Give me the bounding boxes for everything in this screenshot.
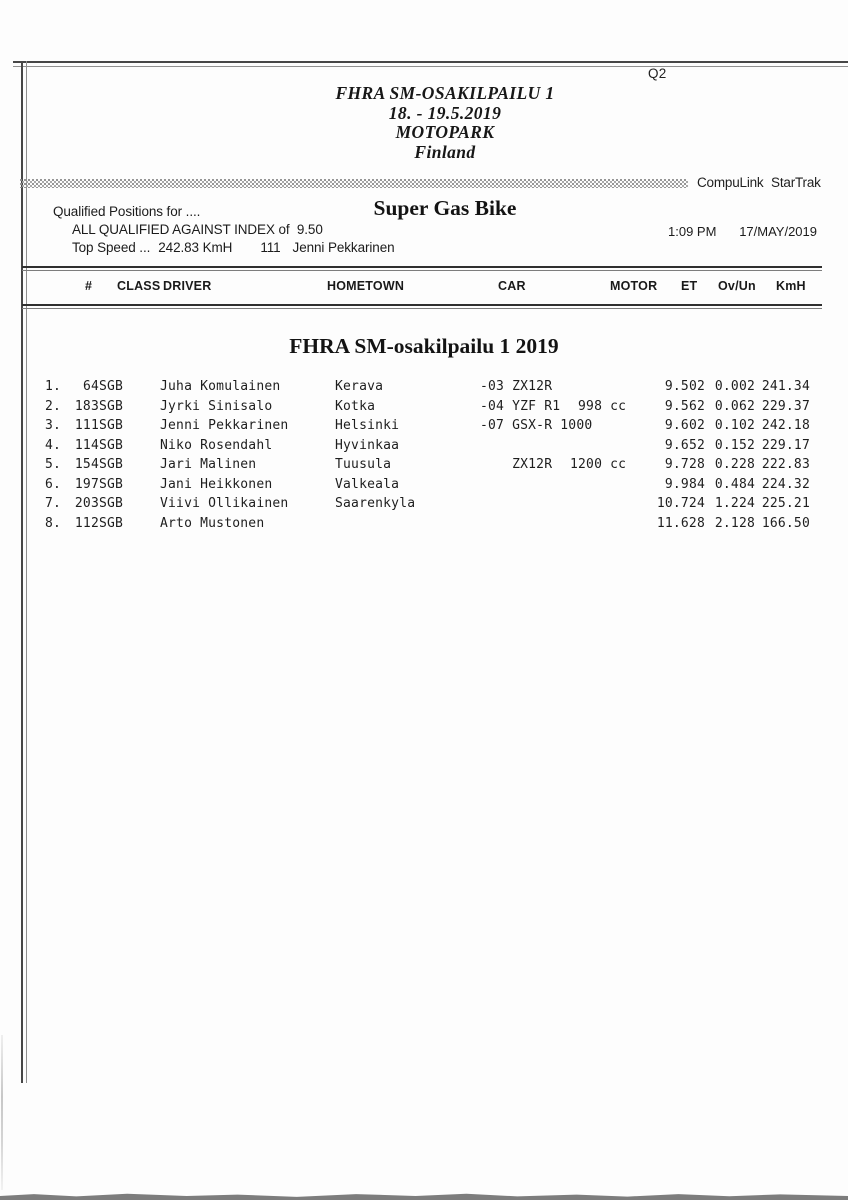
cell-driver: Jenni Pekkarinen: [160, 418, 289, 433]
table-row: [45, 377, 810, 397]
cell-class: SGB: [99, 457, 124, 472]
cell-motor: [570, 494, 655, 514]
cell-motor: 998 cc: [570, 398, 627, 414]
cell-ovun: 0.002: [714, 379, 755, 394]
cell-kmh: 222.83: [761, 457, 810, 472]
event-dates: 18. - 19.5.2019: [388, 102, 502, 123]
cell-ovun: 1.224: [714, 496, 755, 511]
print-time-date: [668, 224, 817, 239]
cell-driver: Jani Heikkonen: [160, 476, 273, 492]
cell-car-number: 64: [82, 379, 99, 394]
cell-ovun: 0.102: [714, 418, 755, 433]
event-country: Finland: [414, 141, 476, 162]
cell-ovun: 0.228: [714, 457, 755, 472]
print-date: 17/MAY/2019: [739, 224, 817, 239]
cell-position: 7.: [45, 496, 62, 511]
cell-class: SGB: [99, 515, 124, 531]
results-section-title: FHRA SM-osakilpailu 1 2019: [289, 334, 559, 358]
top-speed-line: [72, 240, 395, 255]
cell-class: SGB: [99, 476, 124, 492]
cell-hometown: Hyvinkaa: [335, 437, 400, 453]
col-header-number-sign: #: [85, 279, 93, 293]
cell-ovun: 2.128: [714, 515, 755, 531]
cell-kmh: 225.21: [761, 496, 810, 511]
cell-kmh: 224.32: [761, 476, 810, 492]
index-line: ALL QUALIFIED AGAINST INDEX of 9.50: [72, 222, 323, 237]
table-row: [45, 494, 810, 514]
table-header-rule-top: [22, 266, 822, 271]
table-row: [45, 455, 810, 475]
results-table-body: [45, 377, 810, 533]
timing-brand-label: CompuLink StarTrak: [697, 175, 821, 190]
cell-hometown: Kotka: [335, 398, 376, 414]
results-table: [45, 377, 810, 533]
cell-class: SGB: [99, 398, 124, 414]
cell-kmh: 229.37: [761, 398, 810, 414]
qualified-positions-label: Qualified Positions for ....: [53, 204, 201, 219]
cell-motor: [570, 475, 655, 495]
cell-et: 9.562: [664, 398, 705, 414]
cell-et: 11.628: [656, 515, 705, 531]
cell-car-number: 183: [74, 398, 99, 414]
cell-et: 9.728: [664, 457, 705, 472]
col-header-kmh: KmH: [776, 279, 806, 293]
cell-class: SGB: [99, 437, 124, 453]
cell-ovun: 0.152: [714, 437, 755, 453]
cell-et: 9.652: [664, 437, 705, 453]
print-time: 1:09 PM: [668, 224, 717, 239]
cell-driver: Viivi Ollikainen: [160, 496, 289, 511]
scan-edge-bottom: [0, 1191, 848, 1200]
cell-position: 1.: [45, 379, 62, 394]
col-header-ovun: Ov/Un: [718, 279, 756, 293]
cell-driver: Arto Mustonen: [160, 515, 265, 531]
page-border-top: [13, 61, 848, 67]
cell-class: SGB: [99, 379, 124, 394]
table-row: [45, 416, 810, 436]
cell-kmh: 241.34: [761, 379, 810, 394]
cell-position: 2.: [45, 398, 62, 414]
cell-position: 3.: [45, 418, 62, 433]
cell-car-number: 112: [74, 515, 99, 531]
cell-driver: Juha Komulainen: [160, 379, 281, 394]
cell-driver: Jari Malinen: [160, 457, 257, 472]
event-header: [42, 84, 848, 162]
cell-hometown: Saarenkyla: [335, 496, 416, 511]
cell-position: 6.: [45, 476, 62, 492]
cell-driver: Niko Rosendahl: [160, 437, 273, 453]
cell-et: 10.724: [656, 496, 705, 511]
table-row: [45, 436, 810, 456]
cell-kmh: 166.50: [761, 515, 810, 531]
cell-kmh: 242.18: [761, 418, 810, 433]
table-row: [45, 397, 810, 417]
cell-motor: [570, 377, 655, 397]
page-border-left: [21, 61, 27, 1083]
top-speed-holder-name: Jenni Pekkarinen: [292, 240, 395, 255]
cell-et: 9.602: [664, 418, 705, 433]
top-speed-label: Top Speed ...: [72, 240, 151, 255]
table-header-rule-bottom: [22, 304, 822, 309]
cell-car-number: 154: [74, 457, 99, 472]
cell-ovun: 0.484: [714, 476, 755, 492]
cell-position: 5.: [45, 457, 62, 472]
cell-et: 9.502: [664, 379, 705, 394]
cell-hometown: Kerava: [335, 379, 384, 394]
cell-hometown: Tuusula: [335, 457, 392, 472]
cell-car: [480, 494, 570, 514]
cell-position: 8.: [45, 515, 62, 531]
cell-class: SGB: [99, 496, 124, 511]
cell-car: [480, 436, 570, 456]
col-header-hometown: HOMETOWN: [327, 279, 405, 293]
cell-hometown: Helsinki: [335, 418, 400, 433]
event-venue: MOTOPARK: [395, 122, 495, 142]
scan-streak-left: [1, 1035, 3, 1190]
table-row: [45, 514, 810, 534]
cell-car-number: 114: [74, 437, 99, 453]
event-title: FHRA SM-OSAKILPAILU 1: [335, 83, 555, 103]
cell-motor: [570, 436, 655, 456]
col-header-driver: DRIVER: [163, 279, 212, 293]
dotted-separator: [20, 179, 688, 188]
top-speed-value: 242.83 KmH: [158, 240, 233, 255]
table-row: [45, 475, 810, 495]
cell-class: SGB: [99, 418, 124, 433]
col-header-car: CAR: [498, 279, 526, 293]
cell-hometown: [335, 514, 480, 534]
cell-car-number: 203: [74, 496, 99, 511]
col-header-class: CLASS: [117, 279, 161, 293]
cell-motor: [570, 514, 655, 534]
cell-car: -07 GSX-R 1000: [480, 418, 593, 433]
cell-kmh: 229.17: [761, 437, 810, 453]
cell-et: 9.984: [664, 476, 705, 492]
cell-driver: Jyrki Sinisalo: [160, 398, 273, 414]
cell-car-number: 197: [74, 476, 99, 492]
cell-motor: 1200 cc: [570, 457, 627, 472]
cell-car: -04 YZF R1: [480, 398, 561, 414]
cell-car: [480, 514, 570, 534]
cell-car: -03 ZX12R: [480, 379, 553, 394]
cell-hometown: Valkeala: [335, 476, 400, 492]
col-header-motor: MOTOR: [610, 279, 658, 293]
cell-ovun: 0.062: [714, 398, 755, 414]
class-title: Super Gas Bike: [373, 196, 517, 220]
top-speed-holder-number: 111: [260, 240, 281, 255]
cell-car-number: 111: [74, 418, 99, 433]
cell-car: ZX12R: [480, 457, 553, 472]
col-header-et: ET: [681, 279, 698, 293]
page-code: Q2: [648, 66, 667, 81]
cell-car: [480, 475, 570, 495]
cell-position: 4.: [45, 437, 62, 453]
